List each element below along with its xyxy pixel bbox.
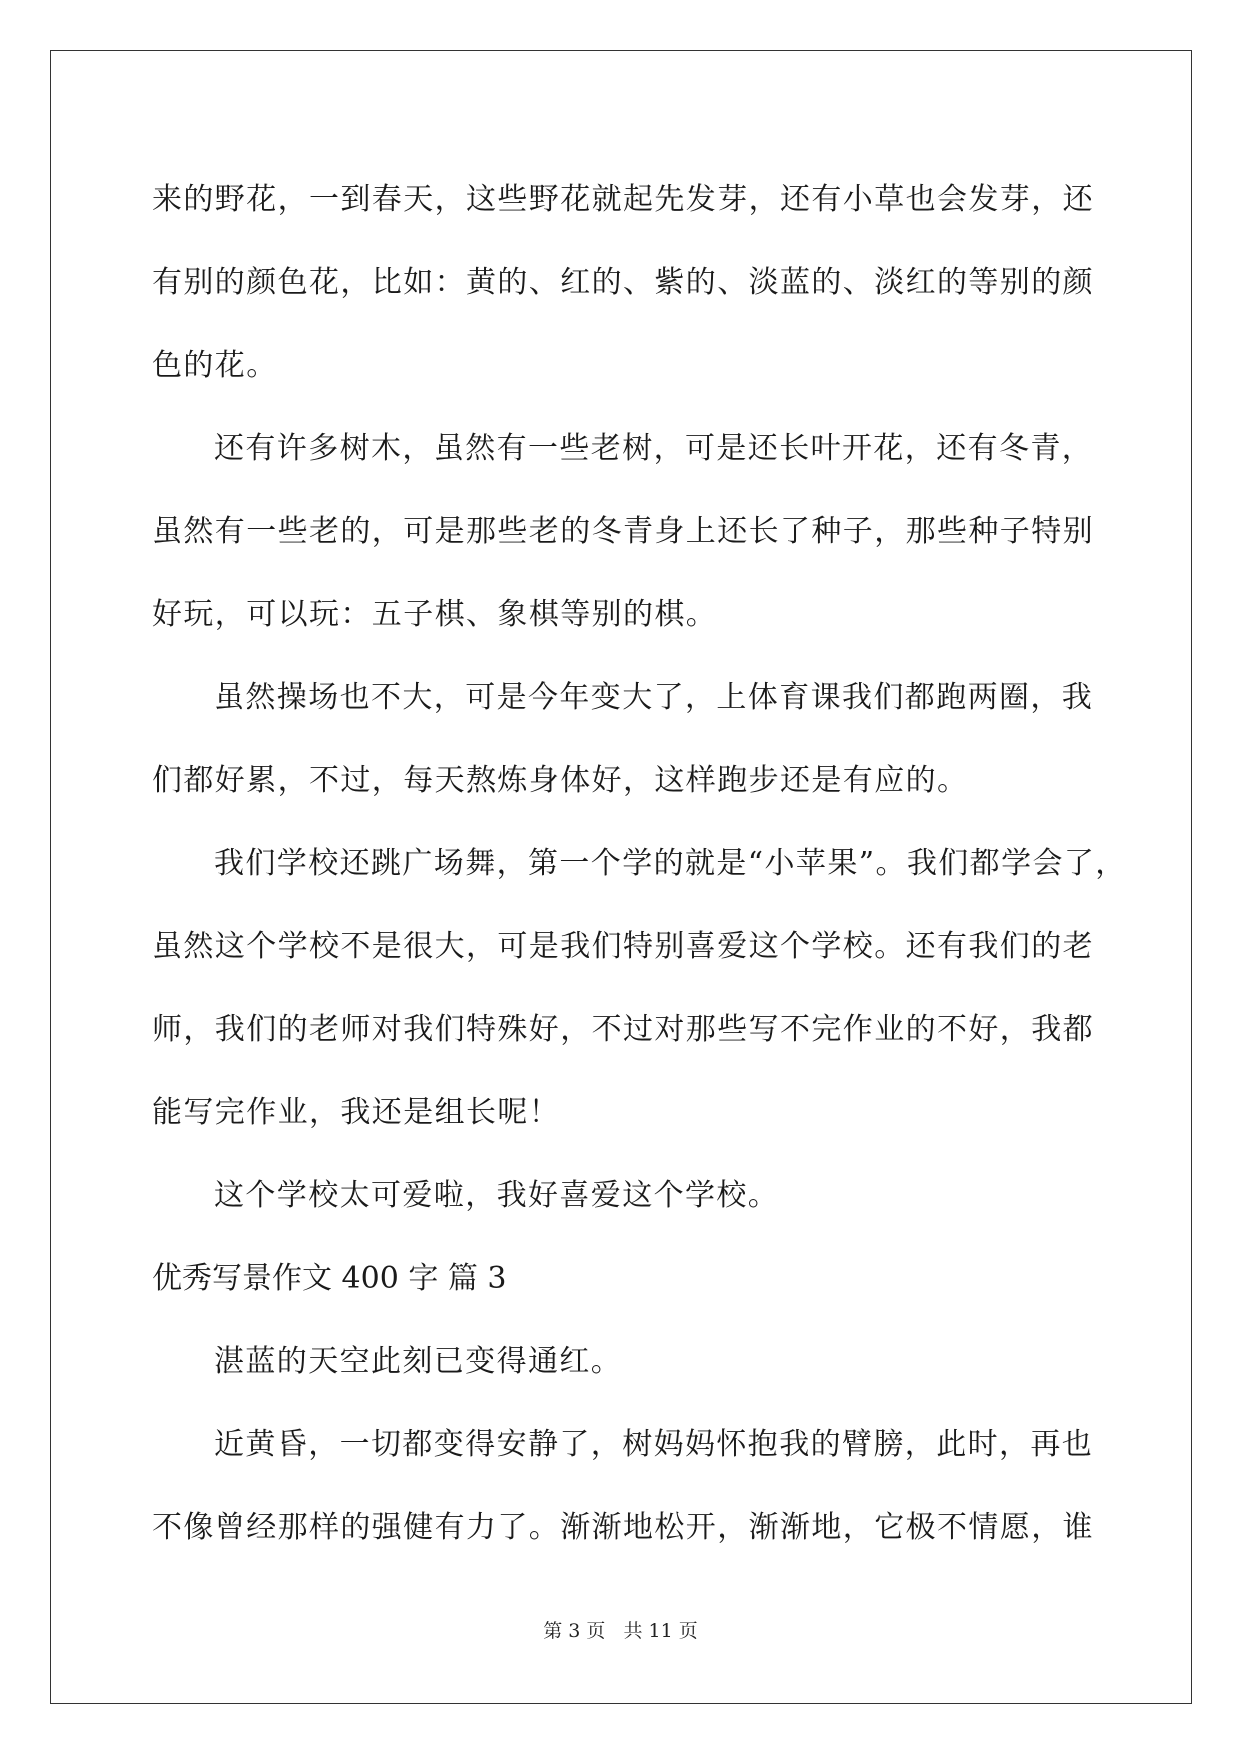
- paragraph-first-line: 这个学校太可爱啦，我好喜爱这个学校。: [214, 1178, 780, 1213]
- page-number-text: 第 3 页 共 11 页: [543, 1620, 698, 1642]
- text-line: 虽然这个学校不是很大，可是我们特别喜爱这个学校。还有我们的老: [152, 929, 1094, 964]
- document-body: [152, 158, 1127, 1569]
- text-line: 不像曾经那样的强健有力了。渐渐地松开，渐渐地，它极不情愿，谁: [152, 1510, 1094, 1545]
- text-line: 师，我们的老师对我们特殊好，不过对那些写不完作业的不好，我都: [152, 1012, 1094, 1047]
- section-heading: 优秀写景作文 400 字 篇 3: [152, 1261, 507, 1296]
- text-line: 能写完作业，我还是组长呢！: [152, 1095, 561, 1130]
- text-line: 色的花。: [152, 348, 278, 383]
- text-line: 来的野花，一到春天，这些野花就起先发芽，还有小草也会发芽，还: [152, 182, 1094, 217]
- text-line: 虽然有一些老的，可是那些老的冬青身上还长了种子，那些种子特别: [152, 514, 1094, 549]
- paragraph-first-line: 我们学校还跳广场舞，第一个学的就是“小苹果”。我们都学会了，: [214, 846, 1127, 881]
- paragraph-first-line: 近黄昏，一切都变得安静了，树妈妈怀抱我的臂膀，此时，再也: [214, 1427, 1094, 1462]
- text-line: 们都好累，不过，每天熬炼身体好，这样跑步还是有应的。: [152, 763, 969, 798]
- paragraph-first-line: 虽然操场也不大，可是今年变大了，上体育课我们都跑两圈，我: [214, 680, 1094, 715]
- paragraph-first-line: 湛蓝的天空此刻已变得通红。: [214, 1344, 623, 1379]
- text-line: 好玩，可以玩：五子棋、象棋等别的棋。: [152, 597, 718, 632]
- page-number-footer: [0, 1616, 1241, 1643]
- paragraph-first-line: 还有许多树木，虽然有一些老树，可是还长叶开花，还有冬青，: [214, 431, 1094, 466]
- text-line: 有别的颜色花，比如：黄的、红的、紫的、淡蓝的、淡红的等别的颜: [152, 265, 1094, 300]
